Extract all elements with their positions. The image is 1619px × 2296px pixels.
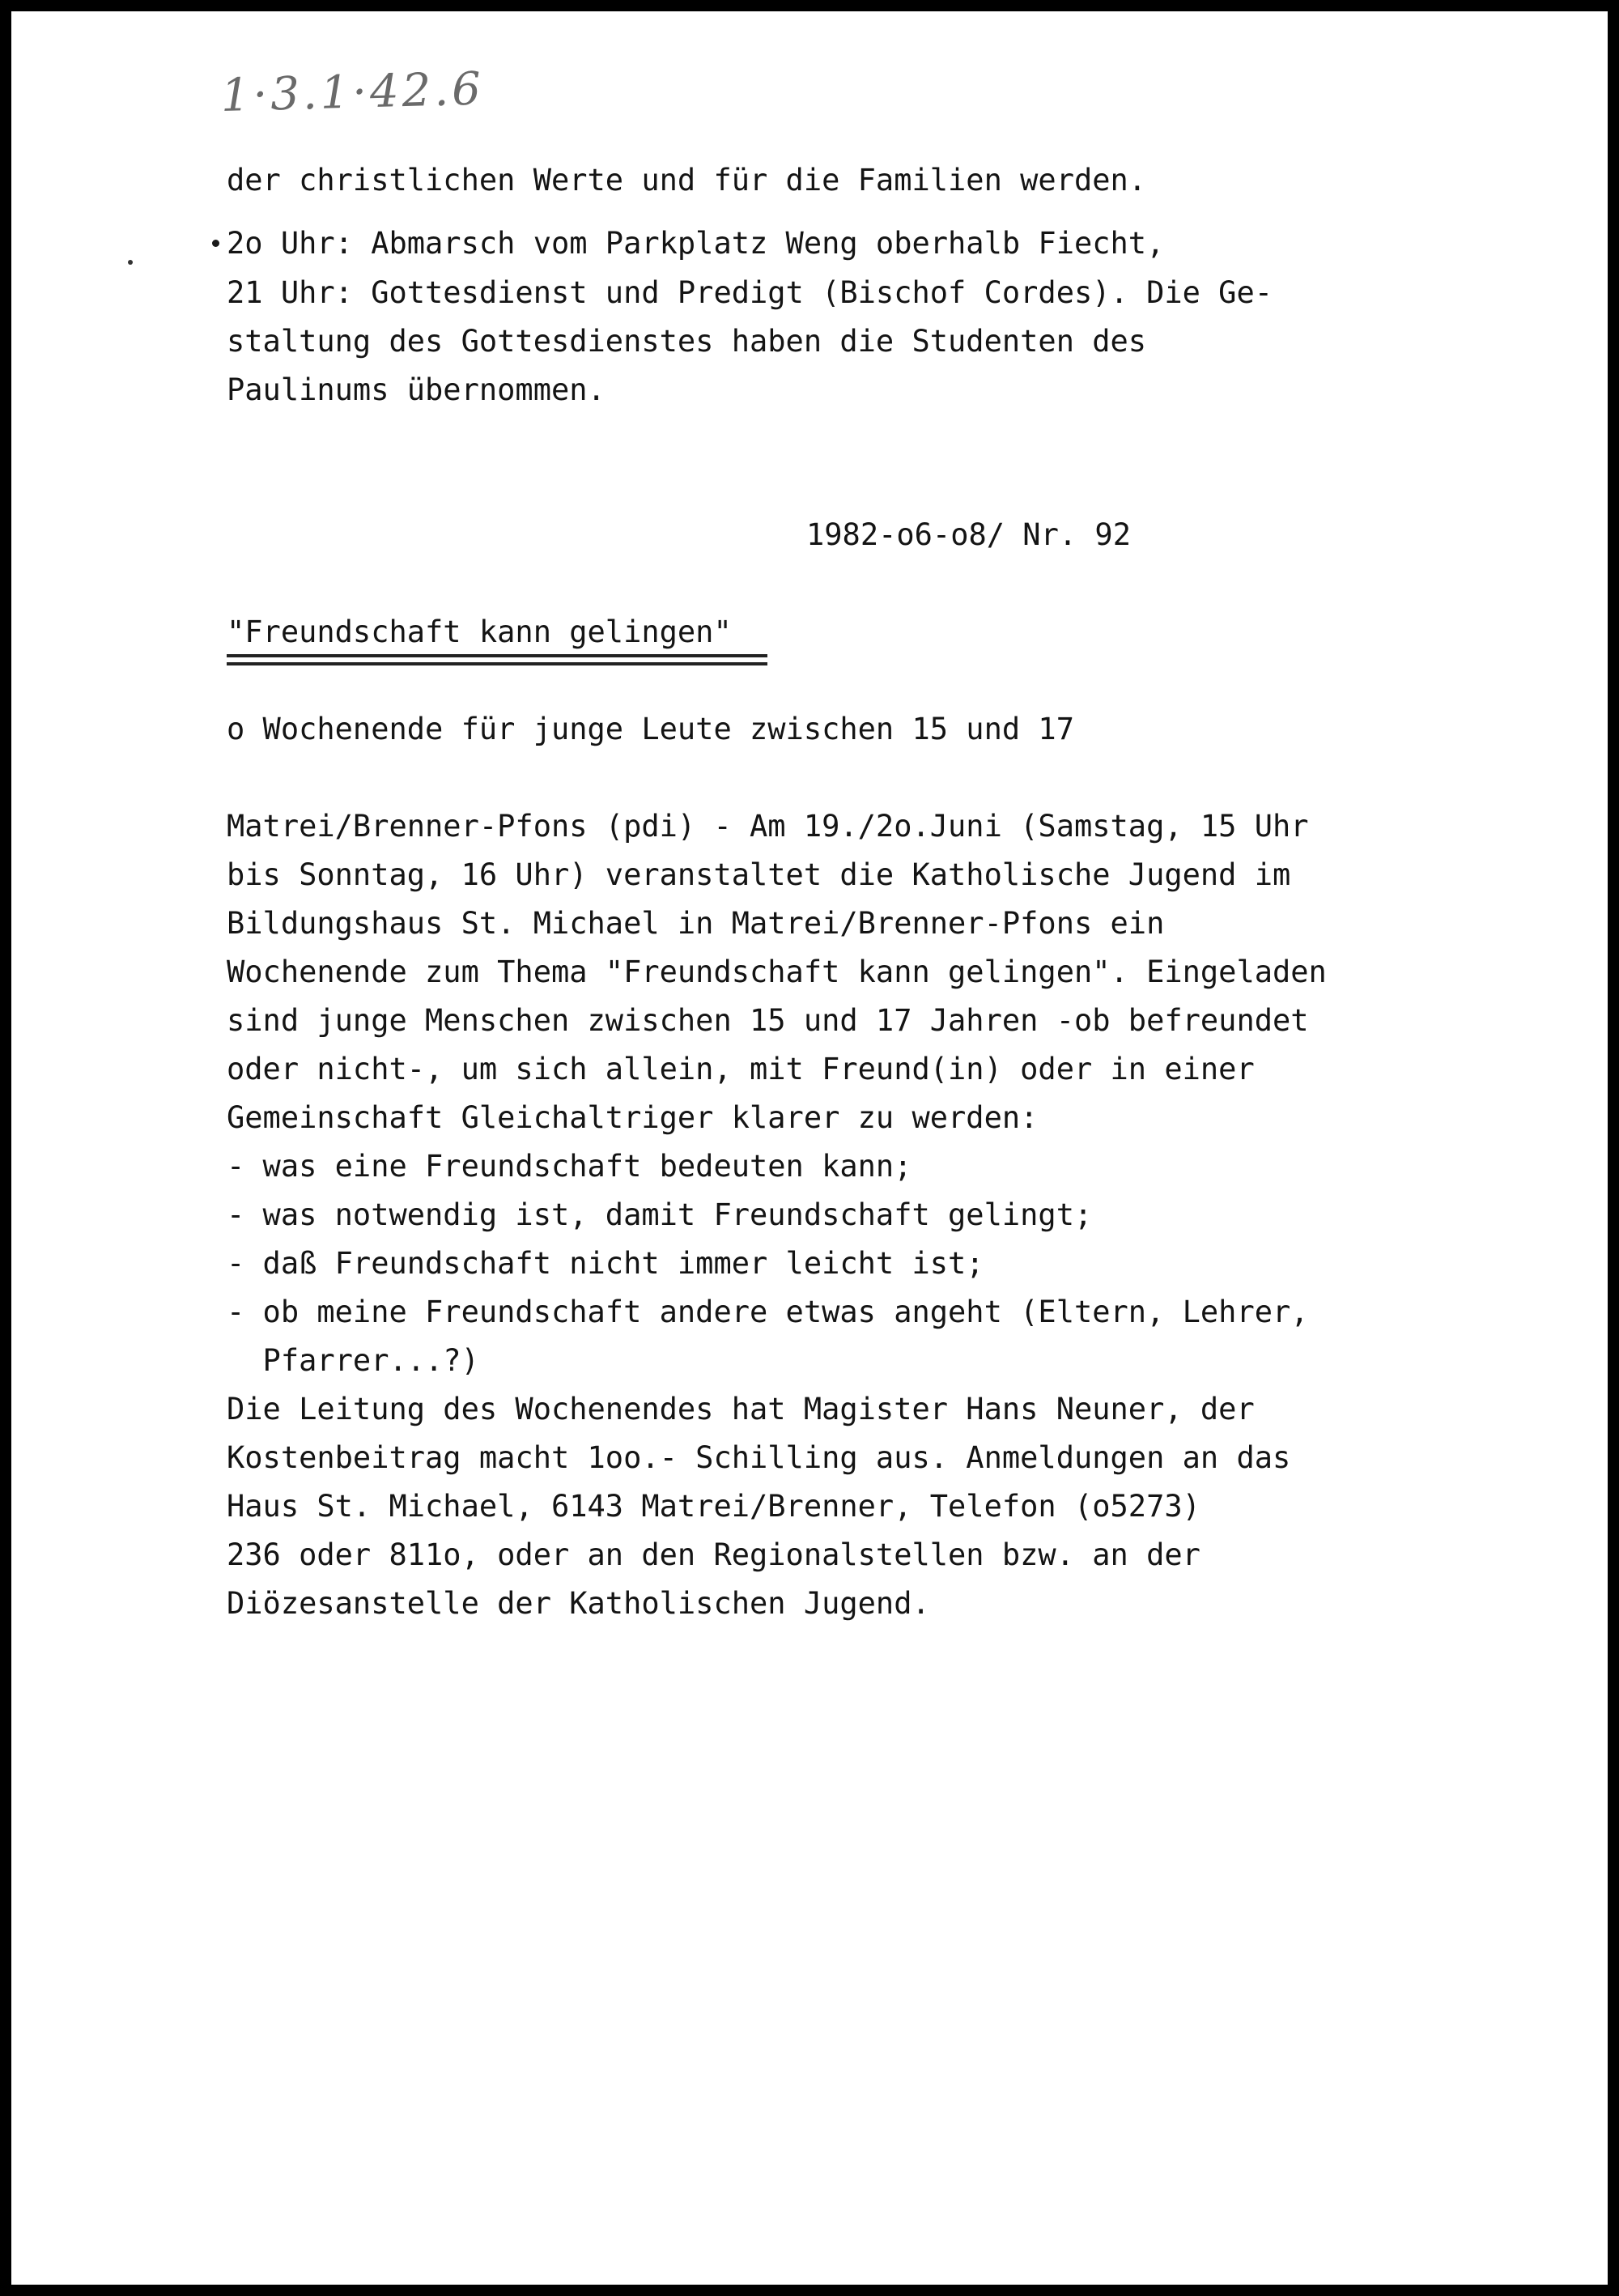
margin-speck [128,260,133,265]
article-subtitle: o Wochenende für junge Leute zwischen 15 und 17 [227,712,1074,746]
dateline: 1982-o6-o8/ Nr. 92 [806,517,1131,552]
list-item: - daß Freundschaft nicht immer leicht ist; [227,1246,984,1281]
list-item: - was eine Freundschaft bedeuten kann; [227,1149,912,1184]
list-item: - was notwendig ist, damit Freundschaft gelingt; [227,1197,1093,1232]
list-item-continuation: Pfarrer...?) [227,1343,479,1378]
intro-line: 2o Uhr: Abmarsch vom Parkplatz Weng oberhalb Fiecht, [227,226,1165,261]
intro-line: der christlichen Werte und für die Familien werden. [227,163,1147,198]
body-line: oder nicht-, um sich allein, mit Freund(in) oder in einer [227,1052,1255,1086]
body-line: Die Leitung des Wochenendes hat Magister Hans Neuner, der [227,1392,1255,1426]
bullet-dot-icon [212,240,219,247]
article-title: "Freundschaft kann gelingen" [227,614,732,649]
intro-line: 21 Uhr: Gottesdienst und Predigt (Bischof Cordes). Die Ge- [227,275,1273,310]
intro-line: Paulinums übernommen. [227,372,606,407]
body-line: Gemeinschaft Gleichaltriger klarer zu werden: [227,1100,1039,1135]
body-line: 236 oder 811o, oder an den Regionalstellen bzw. an der [227,1537,1200,1572]
body-line: sind junge Menschen zwischen 15 und 17 Jahren -ob befreundet [227,1003,1309,1038]
body-line: Wochenende zum Thema "Freundschaft kann gelingen". Eingeladen [227,955,1327,989]
body-line: Haus St. Michael, 6143 Matrei/Brenner, Telefon (o5273) [227,1489,1200,1524]
body-line: Matrei/Brenner-Pfons (pdi) - Am 19./2o.Juni (Samstag, 15 Uhr [227,809,1309,844]
body-line: bis Sonntag, 16 Uhr) veranstaltet die Katholische Jugend im [227,857,1291,892]
body-line: Bildungshaus St. Michael in Matrei/Brenner-Pfons ein [227,906,1165,941]
list-item: - ob meine Freundschaft andere etwas angeht (Eltern, Lehrer, [227,1295,1309,1329]
body-line: Diözesanstelle der Katholischen Jugend. [227,1586,930,1621]
handwritten-reference-number: 1·3.1·42.6 [220,62,485,122]
intro-line: staltung des Gottesdienstes haben die Studenten des [227,324,1147,359]
body-line: Kostenbeitrag macht 1oo.- Schilling aus. Anmeldungen an das [227,1440,1291,1475]
title-underline [227,654,767,665]
